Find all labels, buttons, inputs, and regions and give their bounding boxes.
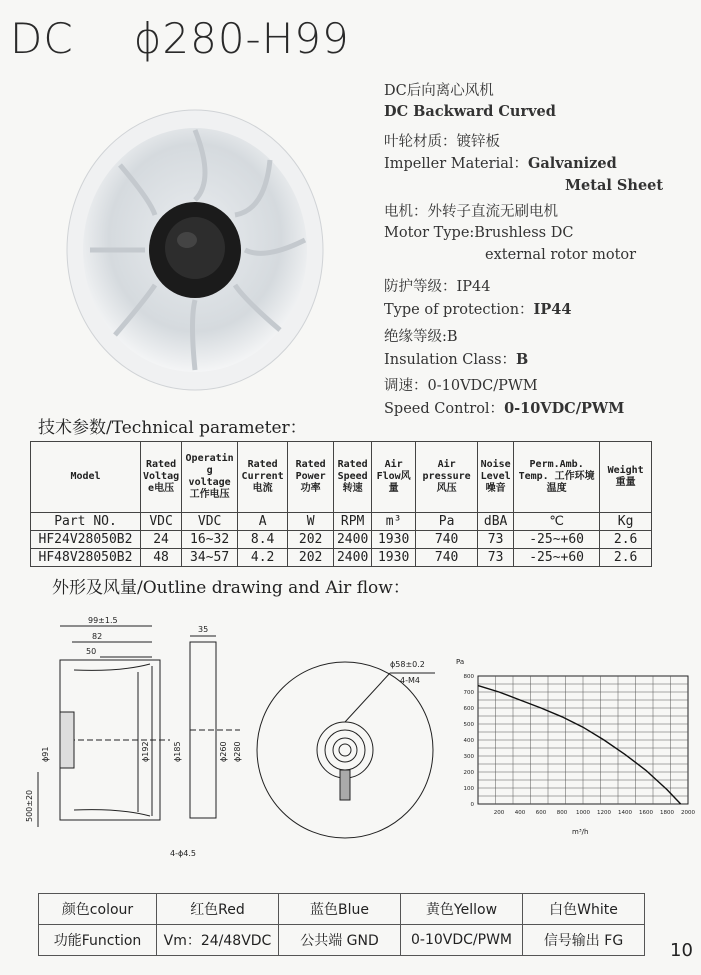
table-row bbox=[31, 549, 652, 567]
table-cell: 8.4 bbox=[238, 531, 288, 549]
chart-xtick-label: 1200 bbox=[597, 810, 611, 816]
header-cell: Noise Level 噪音 bbox=[478, 442, 514, 513]
dim-500: 500±20 bbox=[25, 789, 34, 822]
colour-cell: 颜色colour bbox=[39, 894, 157, 925]
colour-table bbox=[38, 893, 645, 956]
unit-cell: VDC bbox=[182, 513, 238, 531]
header-cell: Air pressure 风压 bbox=[416, 442, 478, 513]
protection-en-value: IP44 bbox=[533, 301, 572, 318]
insulation-en bbox=[384, 350, 528, 370]
chart-ytick-label: 200 bbox=[463, 770, 474, 776]
table-cell: 2.6 bbox=[600, 549, 652, 567]
table-cell: 2400 bbox=[334, 549, 372, 567]
chart-ytick-label: 100 bbox=[463, 786, 474, 792]
impeller-en-value2: Metal Sheet bbox=[565, 177, 664, 194]
table-row bbox=[31, 531, 652, 549]
technical-heading: 技术参数/Technical parameter： bbox=[38, 418, 307, 438]
dim-82: 82 bbox=[92, 632, 103, 641]
chart-xtick-label: 2000 bbox=[681, 810, 695, 816]
chart-xtick-label: 1400 bbox=[618, 810, 632, 816]
unit-cell: W bbox=[288, 513, 334, 531]
table-cell: -25~+60 bbox=[514, 549, 600, 567]
dim-phi280: ϕ280 bbox=[233, 741, 242, 762]
type-cn: DC后向离心风机 bbox=[384, 83, 494, 99]
table-cell: 24 bbox=[141, 531, 182, 549]
protection-en bbox=[384, 300, 571, 320]
unit-cell: m³ bbox=[372, 513, 416, 531]
chart-xtick-label: 800 bbox=[556, 810, 568, 816]
chart-xticks bbox=[494, 810, 696, 816]
motor-cn: 电机：外转子直流无刷电机 bbox=[384, 204, 558, 220]
chart-ytick-label: 400 bbox=[463, 738, 474, 744]
dim-phi91: ϕ91 bbox=[41, 746, 50, 762]
speed-en-value: 0-10VDC/PWM bbox=[504, 400, 625, 417]
table-cell: 740 bbox=[416, 531, 478, 549]
chart-xtick-label: 1600 bbox=[639, 810, 653, 816]
header-cell: Weight 重量 bbox=[600, 442, 652, 513]
dim-phi185: ϕ185 bbox=[173, 741, 182, 762]
table-cell: 202 bbox=[288, 549, 334, 567]
chart-xtick-label: 600 bbox=[535, 810, 547, 816]
table-cell: 73 bbox=[478, 531, 514, 549]
speed-en bbox=[384, 399, 624, 419]
table-cell: HF48V28050B2 bbox=[31, 549, 141, 567]
dim-99: 99±1.5 bbox=[88, 616, 118, 625]
function-cell: 功能Function bbox=[39, 925, 157, 956]
impeller-cn: 叶轮材质：镀锌板 bbox=[384, 134, 500, 150]
header-cell: Rated Power 功率 bbox=[288, 442, 334, 513]
title-model: ϕ280-H99 bbox=[133, 14, 350, 63]
type-en: DC Backward Curved bbox=[384, 103, 556, 120]
insulation-cn: 绝缘等级:B bbox=[384, 329, 458, 345]
function-row bbox=[39, 925, 645, 956]
chart-series-line bbox=[478, 686, 681, 804]
front-view-drawing bbox=[160, 612, 250, 872]
header-cell: Air Flow风 量 bbox=[372, 442, 416, 513]
dim-phi260: ϕ260 bbox=[219, 741, 228, 762]
function-cell: Vm：24/48VDC bbox=[157, 925, 279, 956]
motor-en2: external rotor motor bbox=[485, 247, 637, 263]
function-cell: 0-10VDC/PWM bbox=[401, 925, 523, 956]
impeller-en-label: Impeller Material： bbox=[384, 156, 528, 172]
unit-cell: VDC bbox=[141, 513, 182, 531]
colour-row bbox=[39, 894, 645, 925]
unit-cell: Part NO. bbox=[31, 513, 141, 531]
dim-35: 35 bbox=[198, 625, 209, 634]
speed-en-label: Speed Control： bbox=[384, 401, 505, 417]
insulation-en-value: B bbox=[516, 351, 529, 368]
header-cell: Operatin g voltage 工作电压 bbox=[182, 442, 238, 513]
motor-en1: Motor Type:Brushless DC bbox=[384, 225, 574, 241]
chart-xtick-label: 1800 bbox=[660, 810, 674, 816]
function-cell: 公共端 GND bbox=[279, 925, 401, 956]
chart-ytick-label: 700 bbox=[463, 690, 474, 696]
table-cell: 34~57 bbox=[182, 549, 238, 567]
dim-m4: 4-M4 bbox=[400, 676, 420, 685]
page-number: 10 bbox=[670, 940, 693, 961]
unit-cell: Pa bbox=[416, 513, 478, 531]
unit-cell: A bbox=[238, 513, 288, 531]
dim-phi58: ϕ58±0.2 bbox=[390, 660, 425, 669]
dim-phi192: ϕ192 bbox=[141, 741, 150, 762]
header-cell: Model bbox=[31, 442, 141, 513]
chart-ylabel: Pa bbox=[456, 658, 465, 666]
chart-xtick-label: 400 bbox=[514, 810, 526, 816]
chart-ytick-label: 800 bbox=[463, 674, 474, 680]
speed-cn: 调速：0-10VDC/PWM bbox=[384, 378, 538, 394]
impeller-image bbox=[55, 100, 345, 400]
colour-cell: 蓝色Blue bbox=[279, 894, 401, 925]
chart-ytick-label: 300 bbox=[463, 754, 474, 760]
table-cell: 1930 bbox=[372, 549, 416, 567]
impeller-en bbox=[384, 154, 617, 174]
dim-50: 50 bbox=[86, 647, 97, 656]
header-cell: Perm.Amb. Temp. 工作环境温度 bbox=[514, 442, 600, 513]
unit-cell: ℃ bbox=[514, 513, 600, 531]
table-cell: 73 bbox=[478, 549, 514, 567]
technical-table bbox=[30, 441, 652, 567]
chart-ytick-label: 600 bbox=[463, 706, 474, 712]
table-cell: -25~+60 bbox=[514, 531, 600, 549]
colour-cell: 白色White bbox=[523, 894, 645, 925]
function-cell: 信号输出 FG bbox=[523, 925, 645, 956]
protection-en-label: Type of protection： bbox=[384, 302, 534, 318]
chart-xlabel: m³/h bbox=[572, 828, 589, 836]
dim-holes: 4-ϕ4.5 bbox=[170, 849, 196, 858]
header-cell: Rated Current 电流 bbox=[238, 442, 288, 513]
table-header-row bbox=[31, 442, 652, 513]
outline-heading: 外形及风量/Outline drawing and Air flow： bbox=[52, 578, 410, 598]
page-title bbox=[10, 14, 350, 63]
table-cell: 2.6 bbox=[600, 531, 652, 549]
chart-ytick-label: 500 bbox=[463, 722, 474, 728]
chart-grid bbox=[478, 676, 688, 804]
insulation-en-label: Insulation Class： bbox=[384, 352, 517, 368]
chart-yticks bbox=[464, 674, 475, 808]
rear-view-drawing bbox=[250, 655, 440, 845]
table-cell: 2400 bbox=[334, 531, 372, 549]
table-cell: 4.2 bbox=[238, 549, 288, 567]
table-cell: 202 bbox=[288, 531, 334, 549]
header-cell: Rated Voltag e电压 bbox=[141, 442, 182, 513]
chart-ytick-label: 0 bbox=[470, 802, 474, 808]
table-cell: 740 bbox=[416, 549, 478, 567]
header-cell: Rated Speed 转速 bbox=[334, 442, 372, 513]
chart-xtick-label: 200 bbox=[493, 810, 505, 816]
table-cell: 1930 bbox=[372, 531, 416, 549]
table-units-row bbox=[31, 513, 652, 531]
table-cell: 16~32 bbox=[182, 531, 238, 549]
protection-cn: 防护等级：IP44 bbox=[384, 279, 491, 295]
unit-cell: RPM bbox=[334, 513, 372, 531]
colour-cell: 黄色Yellow bbox=[401, 894, 523, 925]
title-prefix: DC bbox=[10, 14, 74, 63]
unit-cell: Kg bbox=[600, 513, 652, 531]
impeller-en-value1: Galvanized bbox=[528, 155, 617, 172]
airflow-chart bbox=[448, 648, 696, 838]
unit-cell: dBA bbox=[478, 513, 514, 531]
table-cell: HF24V28050B2 bbox=[31, 531, 141, 549]
table-cell: 48 bbox=[141, 549, 182, 567]
chart-xtick-label: 1000 bbox=[576, 810, 590, 816]
colour-cell: 红色Red bbox=[157, 894, 279, 925]
